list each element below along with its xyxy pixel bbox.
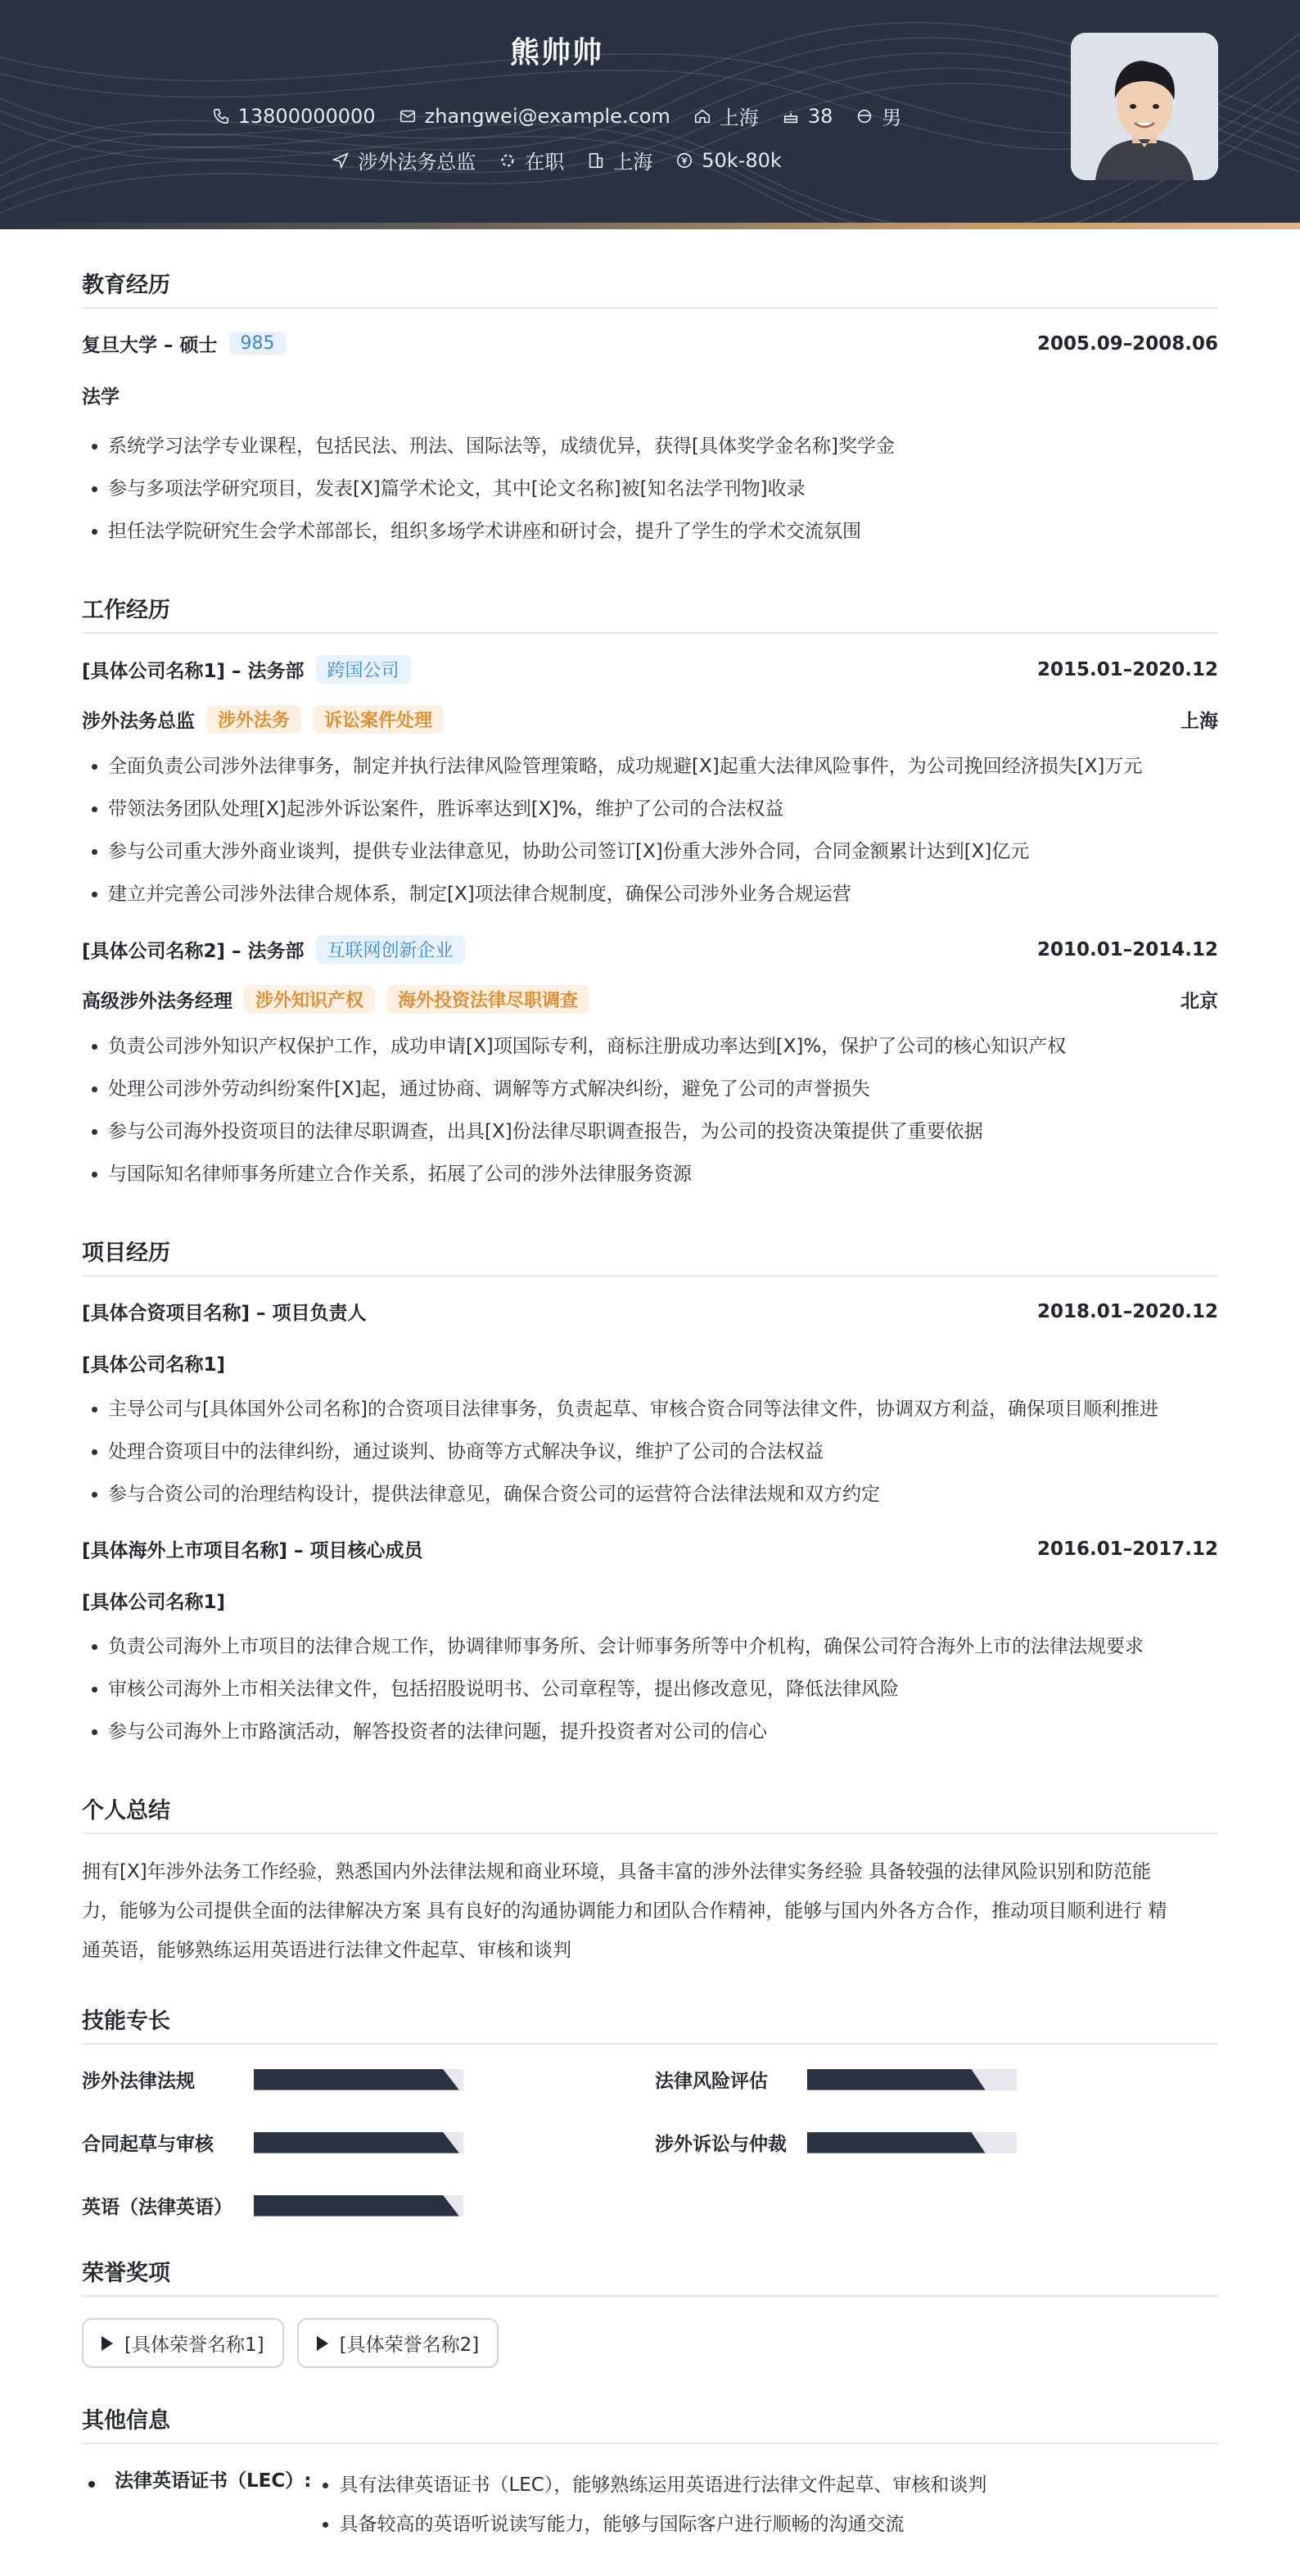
gender-text: 男 — [882, 106, 902, 129]
target-city-item — [587, 146, 652, 174]
play-triangle-icon — [102, 2336, 113, 2351]
honor-item[interactable] — [297, 2318, 499, 2368]
list-item: • 参与合资公司的治理结构设计，提供法律意见，确保合资公司的运营符合法律法规和双方约定 — [108, 1473, 1218, 1516]
skill-bar-fill — [254, 2069, 459, 2090]
building-icon — [587, 151, 605, 169]
resume-body — [0, 267, 1300, 2544]
phone-icon — [212, 107, 230, 125]
honor-label: [具体荣誉名称1] — [124, 2334, 264, 2356]
work-entry — [82, 935, 1218, 1195]
summary-line: 力，能够为公司提供全面的法律解决方案 具有良好的沟通协调能力和团队合作精神，能够与国内外各方合作，推动项目顺利进行 精 — [82, 1900, 1167, 1922]
home-icon — [693, 107, 711, 125]
honor-label: [具体荣誉名称2] — [339, 2334, 480, 2356]
education-entry — [82, 330, 1218, 553]
status-item — [499, 146, 564, 174]
skill-bar — [254, 2195, 463, 2217]
education-date: 2005.09–2008.06 — [1036, 332, 1218, 355]
list-item: • 建立并完善公司涉外法律合规体系，制定[X]项法律合规制度，确保公司涉外业务合规运营 — [108, 873, 1218, 915]
list-item: • 带领法务团队处理[X]起涉外诉讼案件，胜诉率达到[X]%，维护了公司的合法权益 — [108, 788, 1218, 830]
certificate-label: 法律英语证书（LEC）: — [115, 2470, 312, 2492]
send-icon — [332, 151, 350, 169]
project-date: 2016.01–2017.12 — [1036, 1538, 1218, 1560]
company-tag: 互联网创新企业 — [316, 935, 465, 964]
job-role: 涉外法务总监 — [82, 711, 195, 732]
skill-bar — [254, 2132, 463, 2153]
company-name: [具体公司名称1] – 法务部 — [82, 661, 305, 682]
project-date: 2018.01–2020.12 — [1036, 1300, 1218, 1322]
skill-item — [82, 2066, 655, 2093]
skill-item — [82, 2192, 655, 2219]
list-item: • 负责公司涉外知识产权保护工作，成功申请[X]项国际专利，商标注册成功率达到[X]%，保护了公司的核心知识产权 — [108, 1025, 1218, 1068]
money-icon — [675, 151, 693, 169]
skill-tag: 海外投资法律尽职调查 — [386, 985, 589, 1014]
list-item: • 担任法学院研究生会学术部部长，组织多场学术讲座和研讨会，提升了学生的学术交流氛围 — [108, 510, 1218, 553]
hometown-text: 上海 — [719, 106, 759, 129]
section-title-summary: 个人总结 — [82, 1792, 1218, 1834]
other-info — [82, 2465, 1218, 2544]
bullet-dot-icon — [88, 2481, 95, 2488]
target-position-item — [332, 146, 476, 174]
job-city: 北京 — [1180, 991, 1218, 1012]
section-title-projects: 项目经历 — [82, 1235, 1218, 1277]
projects-section — [82, 1235, 1218, 1753]
header-accent-stripe — [0, 223, 1300, 229]
list-item: • 处理合资项目中的法律纠纷，通过谈判、协商等方式解决争议，维护了公司的合法权益 — [108, 1430, 1218, 1473]
avatar — [1071, 33, 1218, 180]
list-item: • 主导公司与[具体国外公司名称]的合资项目法律事务，负责起草、审核合资合同等法律文件，协调双方利益，确保项目顺利推进 — [108, 1388, 1218, 1430]
education-section — [82, 267, 1218, 553]
list-item: • 系统学习法学专业课程，包括民法、刑法、国际法等，成绩优异，获得[具体奖学金名称]奖学金 — [108, 425, 1218, 468]
phone-item — [212, 105, 376, 128]
section-title-education: 教育经历 — [82, 267, 1218, 309]
skill-name: 英语（法律英语） — [82, 2197, 232, 2218]
project-entry — [82, 1535, 1218, 1753]
play-triangle-icon — [317, 2336, 328, 2351]
section-title-skills: 技能专长 — [82, 2003, 1218, 2045]
skill-item — [82, 2129, 655, 2156]
section-title-honors: 荣誉奖项 — [82, 2255, 1218, 2297]
phone-text: 13800000000 — [237, 104, 376, 128]
status-text: 在职 — [525, 151, 565, 174]
summary-text — [82, 1852, 1218, 1970]
candidate-name: 熊帅帅 — [509, 36, 603, 70]
job-intent-row — [0, 146, 1113, 174]
work-entry — [82, 655, 1218, 915]
summary-section — [82, 1792, 1218, 1970]
project-company: [具体公司名称1] — [82, 1592, 226, 1613]
skill-bar-fill — [807, 2132, 986, 2153]
project-bullets — [82, 1388, 1218, 1516]
project-name: [具体海外上市项目名称] – 项目核心成员 — [82, 1540, 423, 1561]
section-title-work: 工作经历 — [82, 592, 1218, 634]
age-text: 38 — [807, 104, 833, 128]
list-item: • 审核公司海外上市相关法律文件，包括招股说明书、公司章程等，提出修改意见，降低法律风险 — [108, 1668, 1218, 1711]
education-bullets — [82, 425, 1218, 553]
skills-section — [82, 2003, 1218, 2219]
other-label — [82, 2465, 311, 2544]
list-item: • 具备较高的英语听说读写能力，能够与国际客户进行顺畅的沟通交流 — [339, 2505, 986, 2544]
status-icon — [499, 151, 517, 169]
summary-line: 通英语，能够熟练运用英语进行法律文件起草、审核和谈判 — [82, 1940, 571, 1961]
school-tag: 985 — [229, 332, 287, 355]
cake-icon — [782, 107, 800, 125]
list-item: • 参与公司海外投资项目的法律尽职调查，出具[X]份法律尽职调查报告，为公司的投资决策提供了重要依据 — [108, 1110, 1218, 1153]
resume-header — [0, 0, 1300, 229]
target-position-text: 涉外法务总监 — [358, 151, 476, 174]
skill-tag: 诉讼案件处理 — [313, 705, 444, 734]
skill-name: 法律风险评估 — [655, 2071, 768, 2092]
avatar-portrait — [1071, 33, 1218, 180]
skill-tag: 涉外知识产权 — [244, 985, 375, 1014]
gender-item — [855, 102, 901, 130]
work-date: 2010.01–2014.12 — [1036, 938, 1218, 960]
skill-bar — [807, 2132, 1017, 2153]
target-city-text: 上海 — [613, 151, 653, 174]
other-list — [311, 2465, 986, 2544]
email-item — [399, 105, 670, 128]
school-name: 复旦大学 – 硕士 — [82, 335, 218, 356]
list-item: • 参与多项法学研究项目，发表[X]篇学术论文，其中[论文名称]被[知名法学刊物]收录 — [108, 468, 1218, 510]
skill-name: 合同起草与审核 — [82, 2134, 214, 2155]
project-name: [具体合资项目名称] – 项目负责人 — [82, 1303, 367, 1324]
honors-list — [82, 2318, 1218, 2368]
project-bullets — [82, 1625, 1218, 1753]
list-item: • 具有法律英语证书（LEC），能够熟练运用英语进行法律文件起草、审核和谈判 — [339, 2465, 986, 2505]
age-item — [782, 105, 833, 128]
section-title-other: 其他信息 — [82, 2402, 1218, 2444]
job-role: 高级涉外法务经理 — [82, 991, 232, 1012]
list-item: • 参与公司海外上市路演活动，解答投资者的法律问题，提升投资者对公司的信心 — [108, 1711, 1218, 1753]
skill-item — [655, 2129, 1228, 2156]
honor-item[interactable] — [82, 2318, 284, 2368]
work-bullets — [82, 745, 1218, 915]
major: 法学 — [82, 386, 120, 408]
list-item: • 参与公司重大涉外商业谈判，提供专业法律意见，协助公司签订[X]份重大涉外合同，合同金额累计达到[X]亿元 — [108, 830, 1218, 873]
hometown-item — [693, 102, 759, 130]
work-section — [82, 592, 1218, 1195]
company-tag: 跨国公司 — [316, 655, 411, 684]
summary-line: 拥有[X]年涉外法务工作经验，熟悉国内外法律法规和商业环境，具备丰富的涉外法律实务经验 具备较强的法律风险识别和防范能 — [82, 1861, 1152, 1882]
job-city: 上海 — [1180, 711, 1218, 732]
skill-bar — [807, 2069, 1017, 2090]
skill-bar-fill — [254, 2195, 459, 2217]
list-item: • 负责公司海外上市项目的法律合规工作，协调律师事务所、会计师事务所等中介机构，确保公司符合海外上市的法律法规要求 — [108, 1625, 1218, 1668]
work-date: 2015.01–2020.12 — [1036, 658, 1218, 680]
skill-bar-fill — [254, 2132, 459, 2153]
mail-icon — [399, 107, 417, 125]
project-company: [具体公司名称1] — [82, 1354, 226, 1376]
list-item: • 全面负责公司涉外法律事务，制定并执行法律风险管理策略，成功规避[X]起重大法律风险事件，为公司挽回经济损失[X]万元 — [108, 745, 1218, 788]
company-name: [具体公司名称2] – 法务部 — [82, 941, 305, 962]
skills-grid — [82, 2066, 1218, 2219]
contact-info-row — [0, 102, 1113, 130]
salary-text: 50k-80k — [702, 148, 782, 172]
skill-tag: 涉外法务 — [206, 705, 301, 734]
user-icon — [855, 107, 873, 125]
honors-section — [82, 2255, 1218, 2368]
email-text: zhangwei@example.com — [424, 104, 670, 128]
list-item: • 与国际知名律师事务所建立合作关系，拓展了公司的涉外法律服务资源 — [108, 1153, 1218, 1195]
list-item: • 处理公司涉外劳动纠纷案件[X]起，通过协商、调解等方式解决纠纷，避免了公司的声誉损失 — [108, 1068, 1218, 1110]
work-bullets — [82, 1025, 1218, 1195]
skill-bar — [254, 2069, 463, 2090]
skill-name: 涉外法律法规 — [82, 2071, 195, 2092]
skill-item — [655, 2066, 1228, 2093]
other-section — [82, 2402, 1218, 2544]
salary-item — [675, 149, 782, 172]
skill-name: 涉外诉讼与仲裁 — [655, 2134, 787, 2155]
skill-bar-fill — [807, 2069, 986, 2090]
project-entry — [82, 1298, 1218, 1516]
